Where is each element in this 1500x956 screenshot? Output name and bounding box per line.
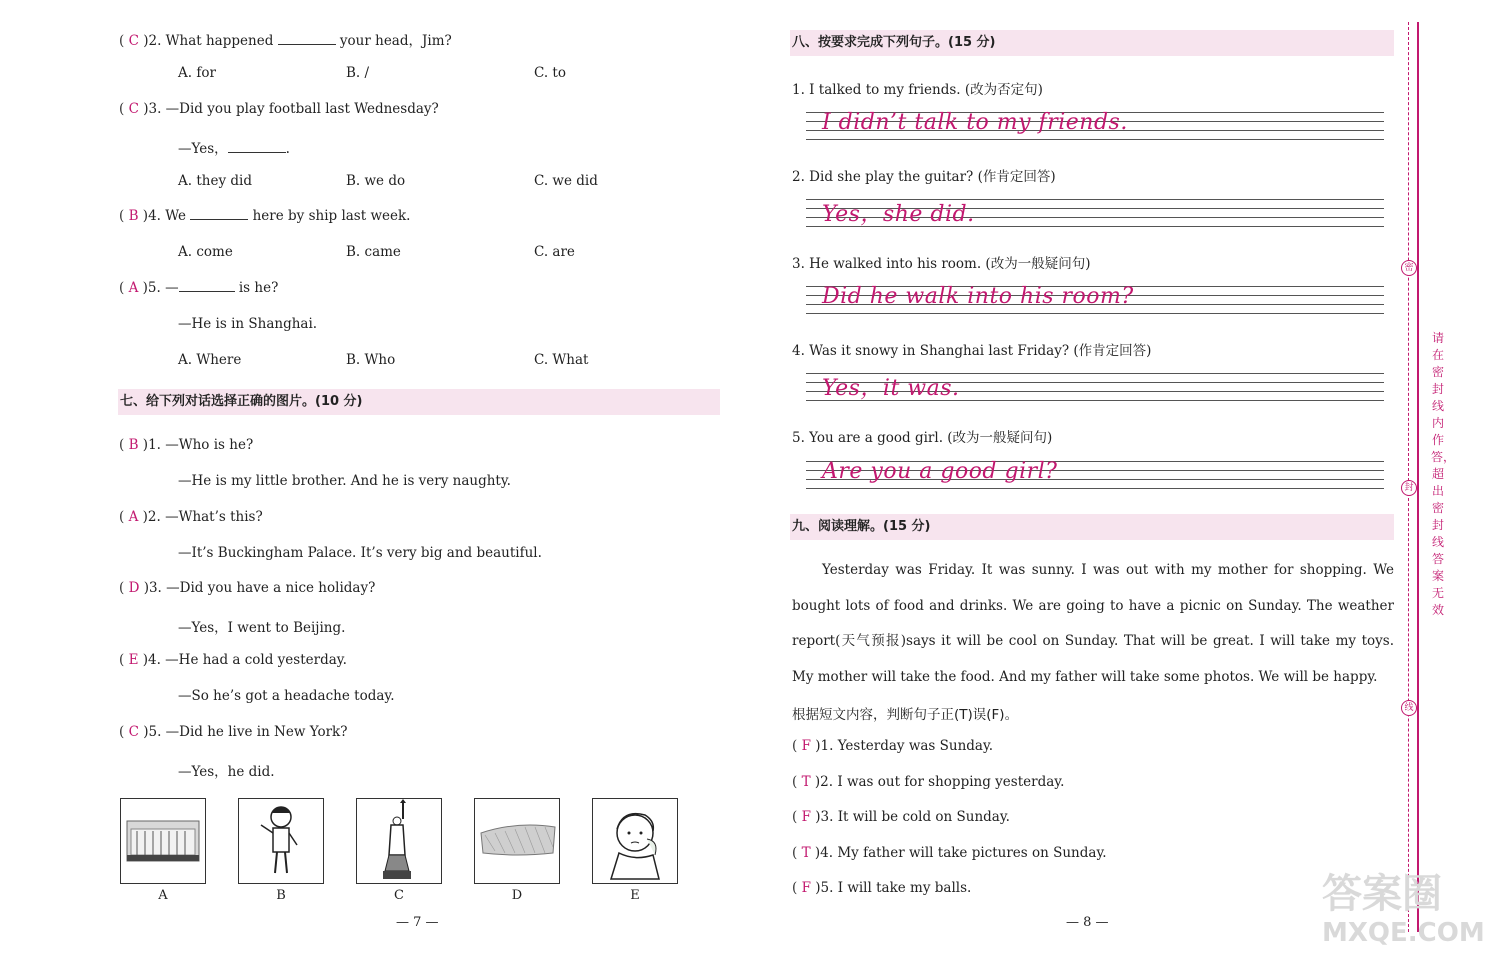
section-9-header: 九、阅读理解。(15 分) xyxy=(790,514,1394,540)
option-a: A. come xyxy=(178,244,233,260)
tf-item-2: ( T )2. I was out for shopping yesterday. xyxy=(792,774,1065,790)
option-a: A. they did xyxy=(178,173,252,189)
picture-label: C xyxy=(394,888,404,903)
dialog-3: ( D )3. —Did you have a nice holiday? xyxy=(119,580,376,596)
rewrite-question-1: 1. I talked to my friends. (改为否定句) xyxy=(792,82,1043,98)
answer-lines xyxy=(806,112,1384,140)
option-b: B. Who xyxy=(346,352,396,368)
tf-item-3: ( F )3. It will be cold on Sunday. xyxy=(792,809,1010,825)
picture-birds-nest-stadium xyxy=(474,798,560,884)
option-a: A. for xyxy=(178,65,216,81)
option-c: C. What xyxy=(534,352,589,368)
written-answer: I didn’t talk to my friends. xyxy=(822,110,1128,135)
question-5: ( A )5. — is he? xyxy=(119,280,279,296)
fill-blank xyxy=(179,290,235,292)
written-answer: Did he walk into his room? xyxy=(822,284,1134,309)
option-c: C. we did xyxy=(534,173,598,189)
answer-letter: E xyxy=(128,652,139,668)
dialog-reply: —Yes，I went to Beijing. xyxy=(178,620,346,636)
rewrite-question-2: 2. Did she play the guitar? (作肯定回答) xyxy=(792,169,1056,185)
seal-line-solid xyxy=(1417,22,1419,932)
reading-passage: Yesterday was Friday. It was sunny. I was out with my mother for shopping. We bought lots of food and drinks. We are going to have a picnic on Sunday. The weather report(天气预报)says it will be cool on Sunday. That will be great. I will take my toys. My mother will take the food. And my father will take some photos. We will be happy. xyxy=(792,562,1394,685)
answer-letter: F xyxy=(801,738,811,754)
question-text: )2. What happened xyxy=(143,33,278,49)
answer-lines xyxy=(806,373,1384,401)
written-answer: Yes，it was. xyxy=(822,376,960,401)
answer-letter: A xyxy=(128,280,139,296)
answer-letter: T xyxy=(801,845,811,861)
fill-blank xyxy=(228,151,286,153)
picture-palace xyxy=(120,798,206,884)
page-number: — 7 — xyxy=(396,915,439,930)
reading-instruction: 根据短文内容，判断句子正(T)误(F)。 xyxy=(792,707,1019,723)
section-7-header: 七、给下列对话选择正确的图片。(10 分) xyxy=(118,389,720,415)
watermark-url: MXQE.COM xyxy=(1322,918,1485,948)
answer-lines xyxy=(806,461,1384,489)
dialog-5: ( C )5. —Did he live in New York? xyxy=(119,724,348,740)
dialog-reply: —He is my little brother. And he is very naughty. xyxy=(178,473,511,489)
option-c: C. are xyxy=(534,244,575,260)
question-text: )5. — xyxy=(142,280,179,296)
question-4: ( B )4. We here by ship last week. xyxy=(119,208,411,224)
picture-label: A xyxy=(158,888,168,903)
watermark-logo: 答案圈 xyxy=(1322,871,1442,917)
dialog-reply: —It’s Buckingham Palace. It’s very big and beautiful. xyxy=(178,545,542,561)
picture-label: B xyxy=(276,888,286,903)
question-text: here by ship last week. xyxy=(248,208,411,224)
seal-mark: 密 xyxy=(1401,260,1417,276)
tf-item-1: ( F )1. Yesterday was Sunday. xyxy=(792,738,994,754)
question-3: ( C )3. —Did you play football last Wednesday? xyxy=(119,101,439,117)
dialog-reply: —Yes，he did. xyxy=(178,764,275,780)
answer-letter: B xyxy=(128,437,139,453)
picture-statue-of-liberty xyxy=(356,798,442,884)
question-text: your head，Jim? xyxy=(335,33,452,49)
dialog-1: ( B )1. —Who is he? xyxy=(119,437,254,453)
answer-letter: D xyxy=(128,580,140,596)
rewrite-question-5: 5. You are a good girl. (改为一般疑问句) xyxy=(792,430,1053,446)
picture-label: E xyxy=(630,888,640,903)
seal-mark: 线 xyxy=(1401,700,1417,716)
dialog-reply: —So he’s got a headache today. xyxy=(178,688,395,704)
question-line: —He is in Shanghai. xyxy=(178,316,318,332)
rewrite-question-4: 4. Was it snowy in Shanghai last Friday? (作肯定回答) xyxy=(792,343,1152,359)
option-c: C. to xyxy=(534,65,566,81)
tf-item-4: ( T )4. My father will take pictures on Sunday. xyxy=(792,845,1107,861)
answer-letter: C xyxy=(128,724,139,740)
option-b: B. / xyxy=(346,65,370,81)
written-answer: Are you a good girl? xyxy=(822,459,1058,484)
option-b: B. we do xyxy=(346,173,406,189)
seal-line-dashed xyxy=(1408,22,1409,932)
picture-girl-headache xyxy=(592,798,678,884)
written-answer: Yes，she did. xyxy=(822,202,975,227)
dialog-2: ( A )2. —What’s this? xyxy=(119,509,263,525)
answer-letter: A xyxy=(128,509,139,525)
rewrite-question-3: 3. He walked into his room. (改为一般疑问句) xyxy=(792,256,1091,272)
question-line: —Yes， . xyxy=(178,141,290,157)
dialog-4: ( E )4. —He had a cold yesterday. xyxy=(119,652,347,668)
answer-lines xyxy=(806,199,1384,227)
picture-boy xyxy=(238,798,324,884)
question-2: ( C )2. What happened your head，Jim? xyxy=(119,33,452,49)
seal-notice: 请在密封线内作答，超出密封线答案无效 xyxy=(1431,331,1456,617)
tf-item-5: ( F )5. I will take my balls. xyxy=(792,880,972,896)
page-number: — 8 — xyxy=(1066,915,1109,930)
answer-letter: B xyxy=(128,208,139,224)
question-text: )4. We xyxy=(142,208,191,224)
answer-letter: C xyxy=(128,33,139,49)
answer-letter: C xyxy=(128,101,139,117)
option-b: B. came xyxy=(346,244,401,260)
option-a: A. Where xyxy=(178,352,242,368)
fill-blank xyxy=(278,43,336,45)
answer-letter: F xyxy=(801,880,811,896)
question-text: )3. —Did you play football last Wednesday? xyxy=(143,101,439,117)
seal-mark: 封 xyxy=(1401,480,1417,496)
section-8-header: 八、按要求完成下列句子。(15 分) xyxy=(790,30,1394,56)
fill-blank xyxy=(190,218,248,220)
answer-letter: T xyxy=(801,774,811,790)
answer-lines xyxy=(806,286,1384,314)
answer-letter: F xyxy=(801,809,811,825)
picture-label: D xyxy=(511,888,523,903)
question-text: is he? xyxy=(234,280,279,296)
